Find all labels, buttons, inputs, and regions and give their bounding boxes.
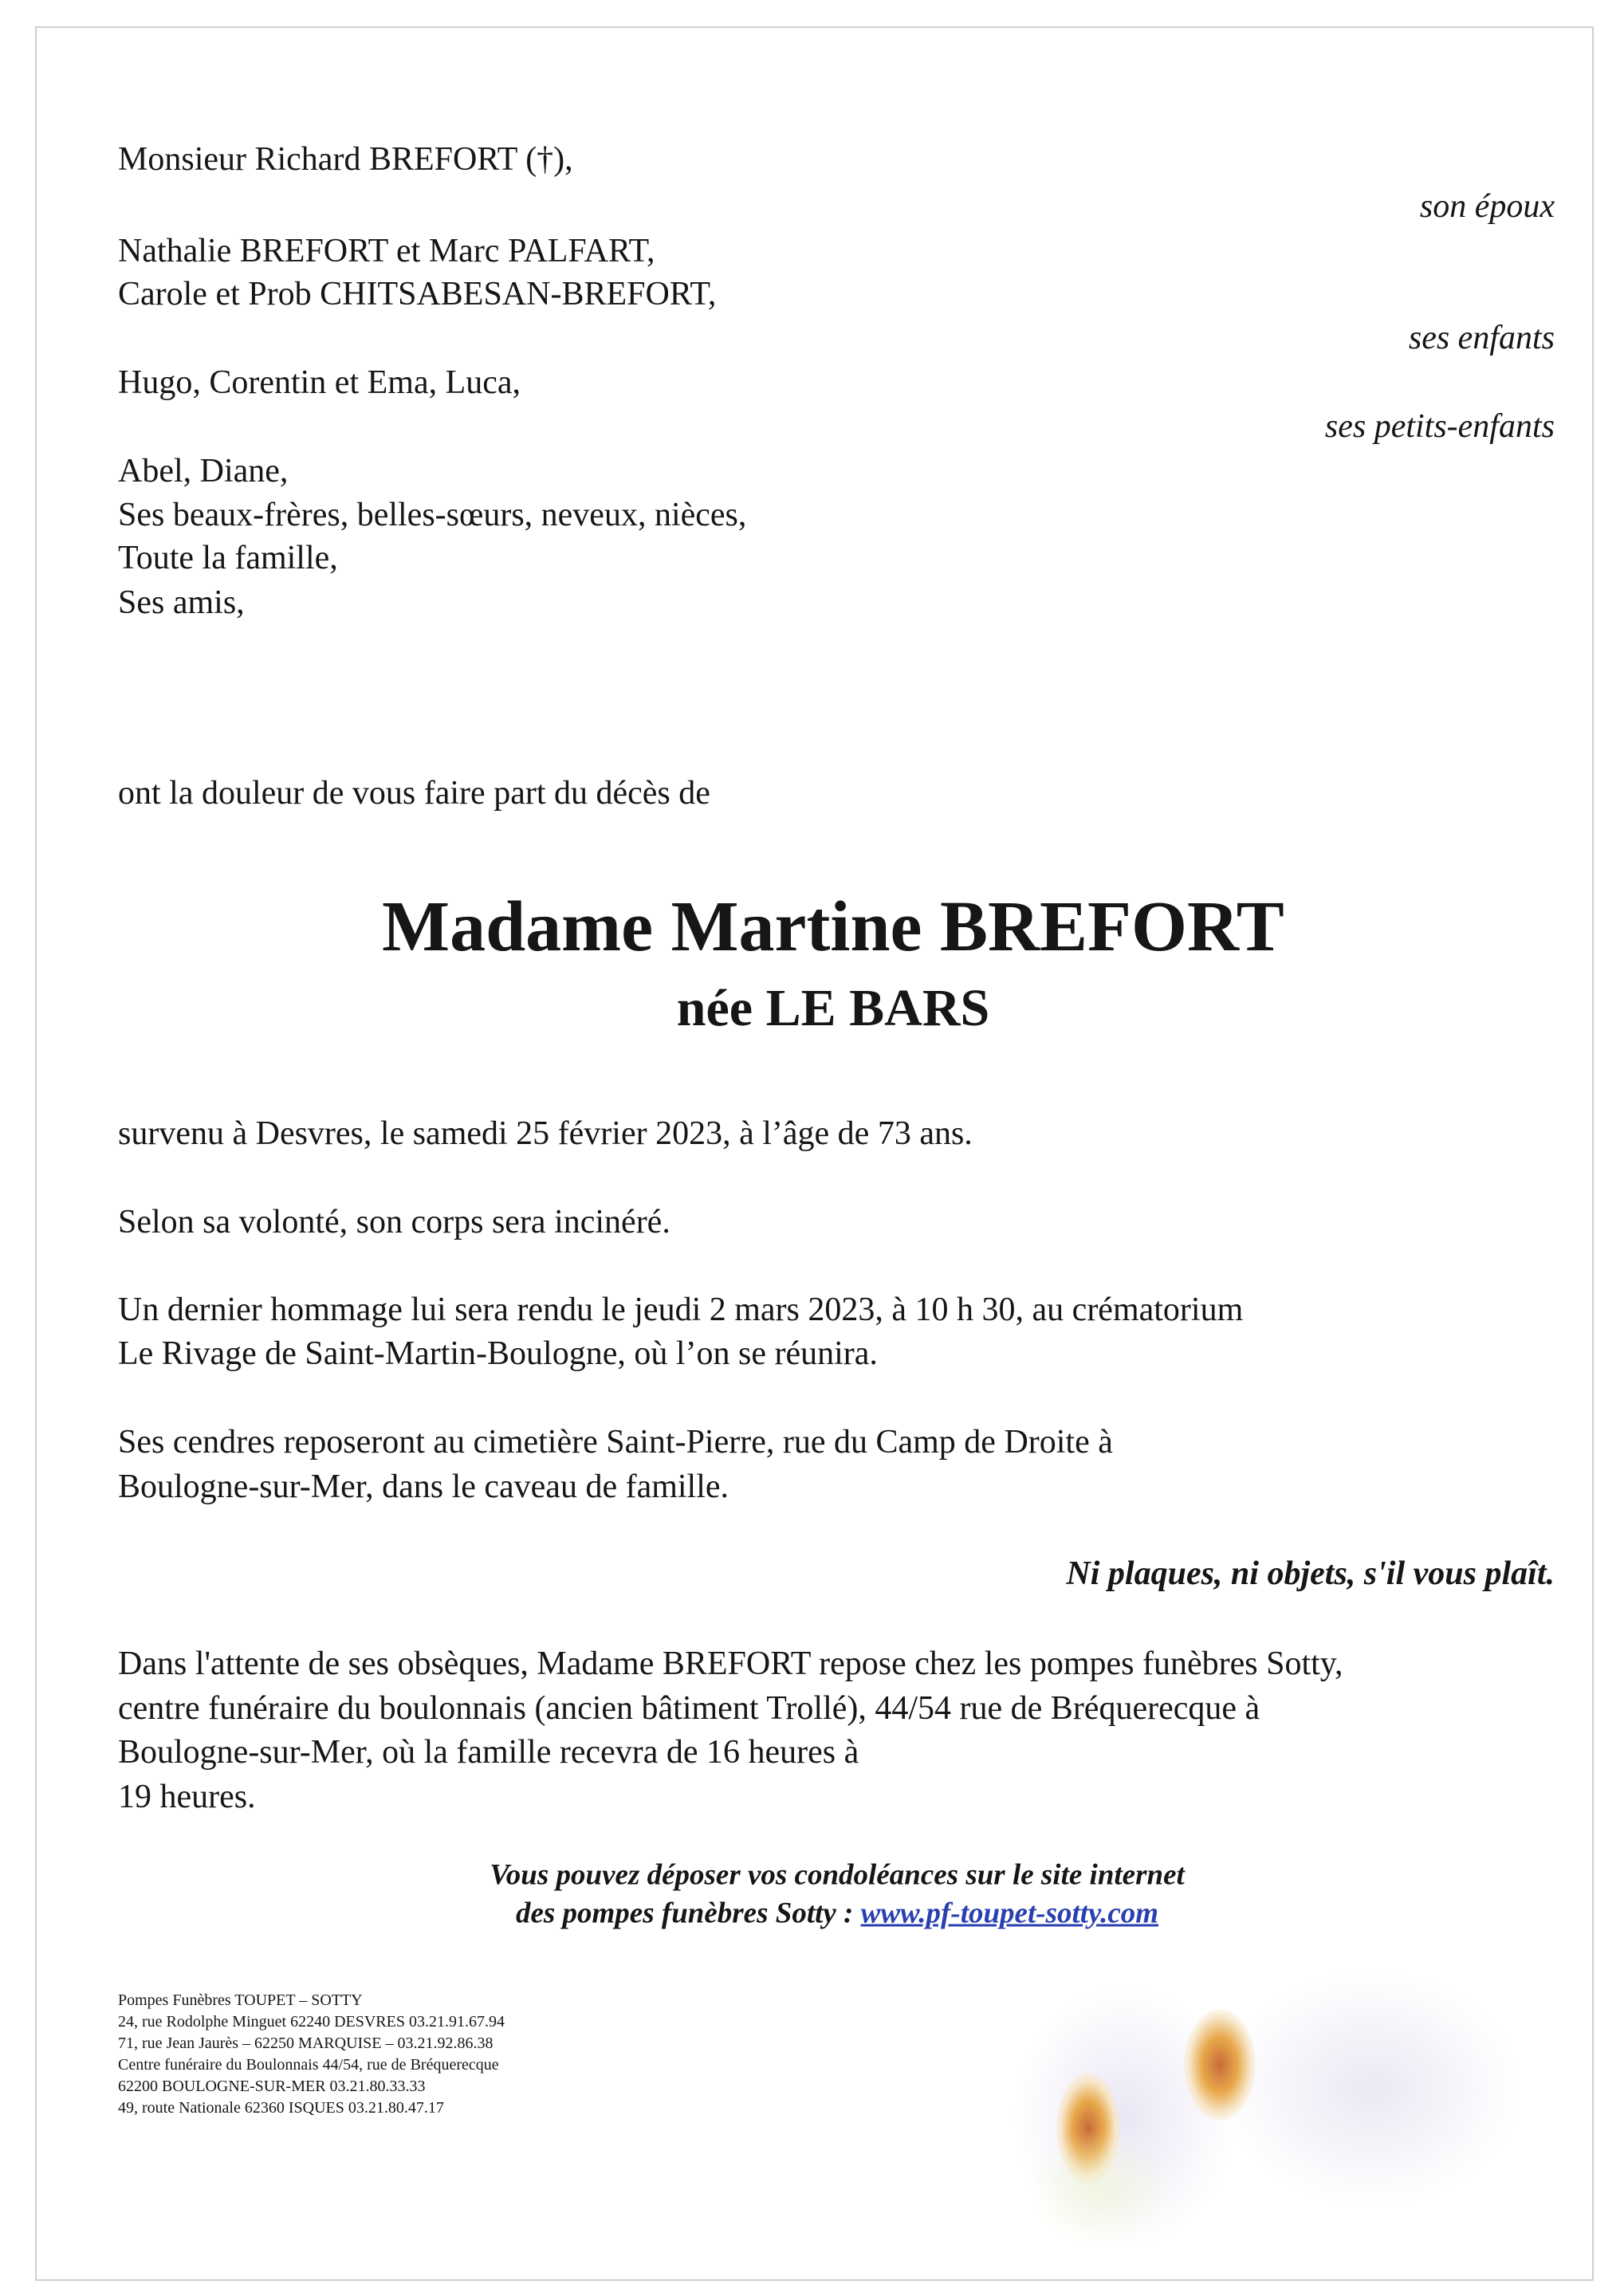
footer-line: 49, route Nationale 62360 ISQUES 03.21.80.47.17 [118,2099,444,2117]
role-label: ses petits-enfants [1324,408,1555,445]
visit-line: centre funéraire du boulonnais (ancien bâtiment Trollé), 44/54 rue de Bréquerecque à [118,1690,1260,1727]
role-label: ses enfants [1408,320,1555,356]
footer-line: 62200 BOULOGNE-SUR-MER 03.21.80.33.33 [118,2078,426,2095]
footer-line: 24, rue Rodolphe Minguet 62240 DESVRES 03.21.91.67.94 [118,2013,505,2031]
footer-line: Centre funéraire du Boulonnais 44/54, rue de Bréquerecque [118,2056,499,2074]
body-line: Boulogne-sur-Mer, dans le caveau de famille. [118,1468,729,1505]
family-line: Carole et Prob CHITSABESAN-BREFORT, [118,276,717,313]
family-line: Nathalie BREFORT et Marc PALFART, [118,233,655,269]
family-line: Toute la famille, [118,540,338,576]
body-line: Un dernier hommage lui sera rendu le jeudi 2 mars 2023, à 10 h 30, au crématorium [118,1292,1244,1328]
orchid-image [981,1945,1587,2280]
visit-line: Dans l'attente de ses obsèques, Madame BREFORT repose chez les pompes funèbres Sotty, [118,1645,1343,1682]
visit-line: 19 heures. [118,1779,256,1815]
deceased-name: Madame Martine BREFORT [382,887,1284,966]
family-line: Ses amis, [118,584,245,621]
no-flowers-notice: Ni plaques, ni objets, s'il vous plaît. [1066,1555,1555,1592]
deceased-maiden-name: née LE BARS [676,979,990,1037]
family-line: Hugo, Corentin et Ema, Luca, [118,364,521,401]
visit-line: Boulogne-sur-Mer, où la famille recevra de 16 heures à [118,1734,859,1771]
family-line: Ses beaux-frères, belles-sœurs, neveux, nièces, [118,497,747,533]
condolences-line: Vous pouvez déposer vos condoléances sur le site internet [490,1858,1185,1892]
condolences-text: des pompes funèbres Sotty : [515,1897,861,1930]
announcement-intro: ont la douleur de vous faire part du décès de [118,775,710,812]
condolences-line-2 [0,1899,1624,1928]
family-line: Monsieur Richard BREFORT (†), [118,141,573,178]
body-line: Selon sa volonté, son corps sera incinéré. [118,1204,670,1240]
role-label: son époux [1419,188,1555,225]
footer-line: Pompes Funèbres TOUPET – SOTTY [118,1991,363,2009]
funeral-website-link[interactable]: www.pf-toupet-sotty.com [860,1897,1159,1930]
body-line: survenu à Desvres, le samedi 25 février 2023, à l’âge de 73 ans. [118,1115,973,1152]
body-line: Le Rivage de Saint-Martin-Boulogne, où l’on se réunira. [118,1335,878,1372]
family-line: Abel, Diane, [118,453,289,489]
footer-line: 71, rue Jean Jaurès – 62250 MARQUISE – 03.21.92.86.38 [118,2035,493,2052]
body-line: Ses cendres reposeront au cimetière Saint-Pierre, rue du Camp de Droite à [118,1424,1113,1461]
